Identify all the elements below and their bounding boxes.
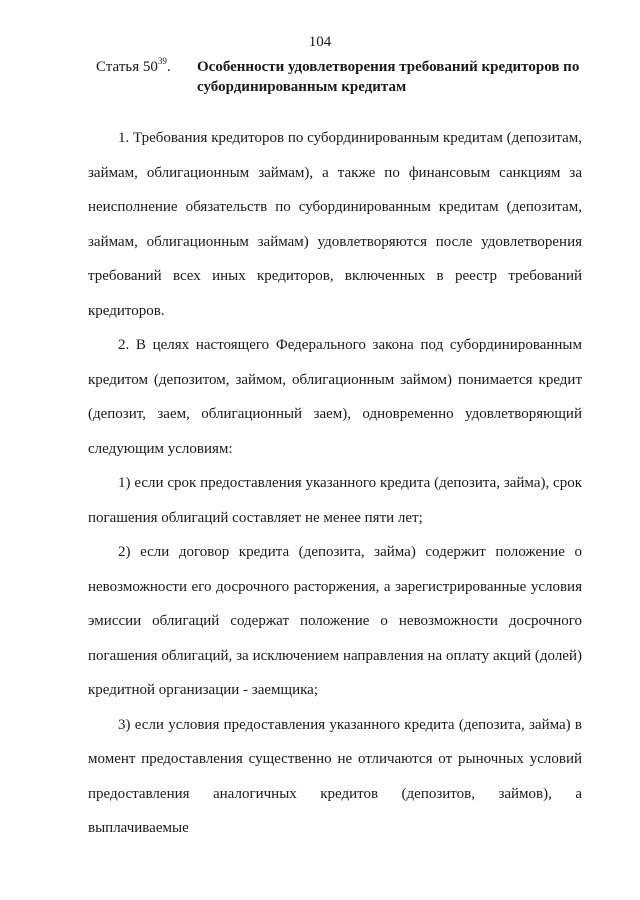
list-item-1: 1) если срок предоставления указанного кредита (депозита, займа), срок погашения облигаций составляет не менее пяти лет; (88, 475, 582, 526)
article-label-superscript: 39 (157, 56, 167, 66)
page-number: 104 (308, 34, 332, 50)
article-title: Особенности удовлетворения требований кредиторов по субординированным кредитам (197, 59, 580, 95)
article-label-suffix: . (166, 59, 171, 75)
list-item-3: 3) если условия предоставления указанного кредита (депозита, займа) в момент предоставления существенно не отличаются от рыночных условий предоставления аналогичных кредитов (депозитов, займов), а выплачиваемые (88, 716, 582, 836)
article-label-prefix: Статья 50 (96, 59, 158, 75)
list-item-2: 2) если договор кредита (депозита, займа) содержит положение о невозможности его досрочного расторжения, а зарегистрированные условия эмиссии облигаций содержат положение о невозможности досрочного погашения облигаций, за исключением направления на оплату акций (долей) кредитной организации - заемщика; (88, 544, 582, 698)
article-label (96, 57, 171, 77)
article-body (88, 121, 582, 846)
paragraph-1: 1. Требования кредиторов по субординированным кредитам (депозитам, займам, облигационным займам), а также по финансовым санкциям за неисполнение обязательств по субординированным кредитам (депозитам, займам, облигационным займам) удовлетворяются после удовлетворения требований всех иных кредиторов, включенных в реестр требований кредиторов. (88, 130, 582, 319)
paragraph-2: 2. В целях настоящего Федерального закона под субординированным кредитом (депозитом, займом, облигационным займом) понимается кредит (депозит, заем, облигационный заем), одновременно удовлетворяющий следующим условиям: (88, 337, 582, 457)
